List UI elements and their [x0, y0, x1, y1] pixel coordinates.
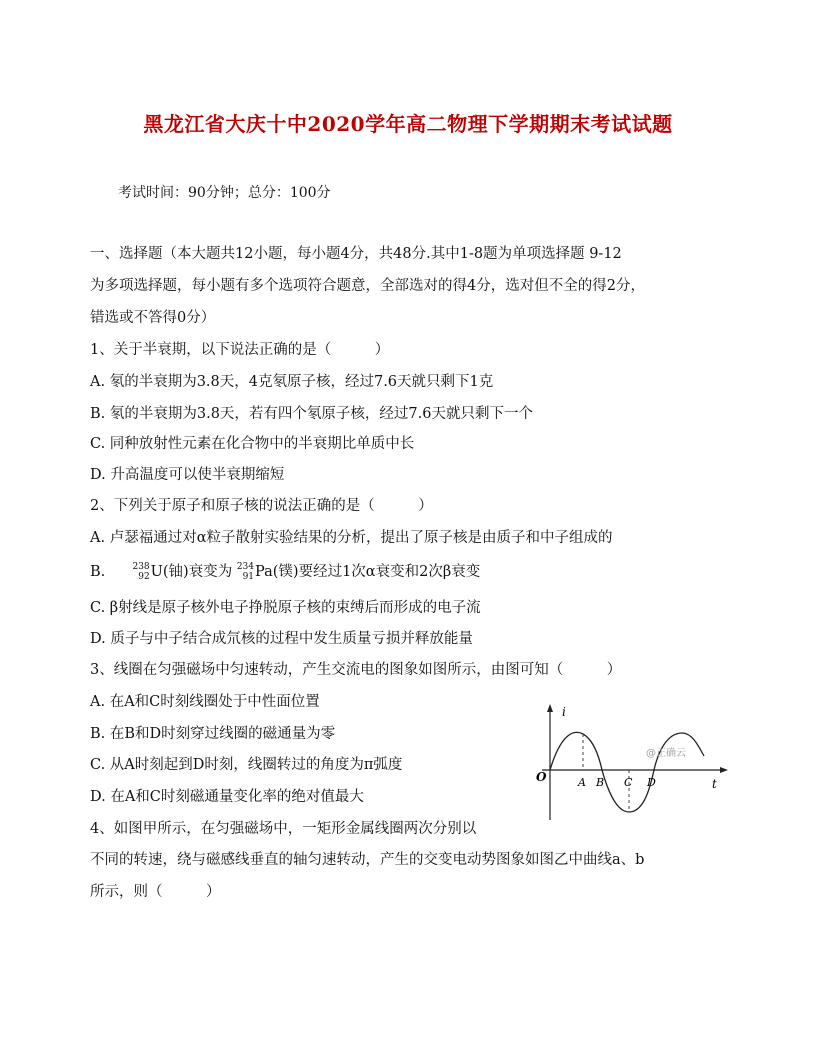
exam-meta: 考试时间：90分钟；总分：100分 — [118, 185, 331, 201]
uranium-text: U(铀)衰变为 — [150, 564, 233, 580]
protactinium-atomic-number: 91 — [242, 572, 255, 582]
question-2-option-b — [90, 560, 480, 582]
question-4-line-2: 不同的转速，绕与磁感线垂直的轴匀速转动，产生的交变电动势图象如图乙中曲线a、b — [90, 852, 645, 868]
uranium-atomic-number: 92 — [138, 572, 150, 582]
question-3-option-d: D. 在A和C时刻磁通量变化率的绝对值最大 — [90, 789, 364, 805]
graph-point-b: B — [596, 776, 605, 789]
protactinium-mass-number: 234 — [236, 562, 255, 572]
question-2-option-a: A. 卢瑟福通过对α粒子散射实验结果的分析，提出了原子核是由质子和中子组成的 — [90, 530, 613, 546]
question-3-option-c: C. 从A时刻起到D时刻，线圈转过的角度为π弧度 — [90, 757, 403, 773]
question-1-option-c: C. 同种放射性元素在化合物中的半衰期比单质中长 — [90, 436, 415, 452]
protactinium-isotope — [237, 562, 255, 582]
graph-y-label: i — [562, 705, 566, 719]
question-1-option-d: D. 升高温度可以使半衰期缩短 — [90, 467, 285, 483]
uranium-isotope — [132, 562, 150, 582]
option-b-prefix: B. — [90, 564, 106, 580]
section-instructions-line-1: 一、选择题（本大题共12小题，每小题4分，共48分.其中1-8题为单项选择题 9-12 — [90, 246, 622, 262]
graph-x-label: t — [712, 777, 717, 791]
watermark-text: @正确云 — [646, 748, 686, 759]
protactinium-text: Pa(镤)要经过1次α衰变和2次β衰变 — [255, 564, 481, 580]
alternating-current-graph — [532, 700, 732, 825]
question-3-option-b: B. 在B和D时刻穿过线圈的磁通量为零 — [90, 726, 336, 742]
page-title: 黑龙江省大庆十中2020学年高二物理下学期期末考试试题 — [143, 112, 673, 136]
graph-point-a: A — [578, 776, 586, 789]
question-4-line-3: 所示，则（ ） — [90, 884, 221, 900]
question-1-option-b: B. 氡的半衰期为3.8天，若有四个氡原子核，经过7.6天就只剩下一个 — [90, 406, 533, 422]
question-1-option-a: A. 氡的半衰期为3.8天，4克氡原子核，经过7.6天就只剩下1克 — [90, 374, 494, 390]
question-1-stem: 1、关于半衰期，以下说法正确的是（ ） — [90, 342, 390, 358]
section-instructions-line-3: 错选或不答得0分） — [90, 310, 216, 326]
graph-y-arrow — [547, 704, 553, 712]
graph-point-d: D — [647, 776, 656, 789]
section-instructions-line-2: 为多项选择题，每小题有多个选项符合题意，全部选对的得4分，选对但不全的得2分， — [90, 278, 645, 294]
question-2-option-d: D. 质子与中子结合成氘核的过程中发生质量亏损并释放能量 — [90, 631, 473, 647]
question-4-line-1: 4、如图甲所示，在匀强磁场中，一矩形金属线圈两次分别以 — [90, 821, 477, 837]
graph-origin-label: O — [536, 770, 547, 784]
question-2-option-c: C. β射线是原子核外电子挣脱原子核的束缚后而形成的电子流 — [90, 600, 481, 616]
question-2-stem: 2、下列关于原子和原子核的说法正确的是（ ） — [90, 498, 433, 514]
question-3-option-a: A. 在A和C时刻线圈处于中性面位置 — [90, 694, 320, 710]
uranium-mass-number: 238 — [132, 562, 150, 572]
graph-point-c: C — [624, 776, 633, 789]
graph-x-arrow — [720, 767, 728, 773]
graph-current-curve — [550, 732, 704, 812]
question-3-stem: 3、线圈在匀强磁场中匀速转动，产生交流电的图象如图所示，由图可知（ ） — [90, 662, 622, 678]
